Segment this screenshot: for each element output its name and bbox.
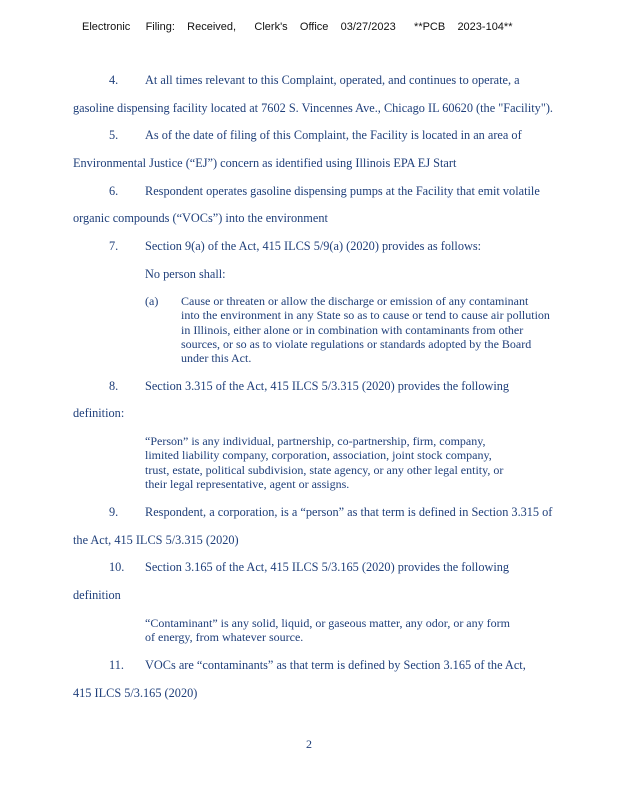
quote-line: sources, or so as to violate regulations or standards adopted by the Board xyxy=(181,336,532,351)
paragraph-number: 7. xyxy=(109,239,119,253)
paragraph-text: No person shall: xyxy=(145,267,226,281)
quote-line: their legal representative, agent or assigns. xyxy=(145,476,350,491)
paragraph-text: As of the date of filing of this Complaint, the Facility is located in an area of xyxy=(145,128,522,142)
paragraph-text: definition: xyxy=(73,406,125,420)
paragraph-text: 415 ILCS 5/3.165 (2020) xyxy=(73,686,198,700)
paragraph-number: 9. xyxy=(109,505,119,519)
paragraph-text: Environmental Justice (“EJ”) concern as identified using Illinois EPA EJ Start xyxy=(73,156,457,170)
filing-stamp-header: Electronic Filing: Received, Clerk's Office 03/27/2023 **PCB 2023-104** xyxy=(82,21,513,33)
paragraph-number: 5. xyxy=(109,128,119,142)
paragraph-text: At all times relevant to this Complaint, operated, and continues to operate, a xyxy=(145,73,520,87)
paragraph-text: VOCs are “contaminants” as that term is defined by Section 3.165 of the Act, xyxy=(145,658,526,672)
paragraph-text: Section 3.315 of the Act, 415 ILCS 5/3.315 (2020) provides the following xyxy=(145,379,510,393)
paragraph-text: Respondent operates gasoline dispensing pumps at the Facility that emit volatile xyxy=(145,184,540,198)
statute-quote-9a xyxy=(181,294,550,365)
statute-quote-contaminant xyxy=(145,616,510,645)
paragraph-number: 8. xyxy=(109,379,119,393)
paragraph-text: the Act, 415 ILCS 5/3.315 (2020) xyxy=(73,533,239,547)
quote-line: trust, estate, political subdivision, state agency, or any other legal entity, or xyxy=(145,462,504,477)
paragraph-number: 10. xyxy=(109,560,125,574)
quote-line: limited liability company, corporation, association, joint stock company, xyxy=(145,448,492,463)
paragraph-text: Section 9(a) of the Act, 415 ILCS 5/9(a) (2020) provides as follows: xyxy=(145,239,482,253)
quote-line: Cause or threaten or allow the discharge or emission of any contaminant xyxy=(181,294,529,308)
quote-line: in Illinois, either alone or in combination with contaminants from other xyxy=(181,322,524,337)
paragraph-text: definition xyxy=(73,588,121,602)
quote-line: “Contaminant” is any solid, liquid, or gaseous matter, any odor, or any form xyxy=(145,616,510,630)
quote-line: of energy, from whatever source. xyxy=(145,630,304,645)
quote-line: “Person” is any individual, partnership, co-partnership, firm, company, xyxy=(145,434,486,448)
paragraph-number: 6. xyxy=(109,184,119,198)
paragraph-text: Respondent, a corporation, is a “person” as that term is defined in Section 3.315 of xyxy=(145,505,553,519)
quote-line: under this Act. xyxy=(181,351,252,366)
paragraph-text: Section 3.165 of the Act, 415 ILCS 5/3.165 (2020) provides the following xyxy=(145,560,510,574)
paragraph-text: organic compounds (“VOCs”) into the environment xyxy=(73,211,328,225)
quote-marker: (a) xyxy=(145,294,159,308)
paragraph-number: 11. xyxy=(109,658,124,672)
paragraph-text: gasoline dispensing facility located at 7602 S. Vincennes Ave., Chicago IL 60620 (the "Facility"). xyxy=(73,101,554,115)
statute-quote-person xyxy=(145,434,503,491)
page-number: 2 xyxy=(306,737,312,751)
quote-line: into the environment in any State so as to cause or tend to cause air pollution xyxy=(181,308,550,323)
paragraph-number: 4. xyxy=(109,73,119,87)
